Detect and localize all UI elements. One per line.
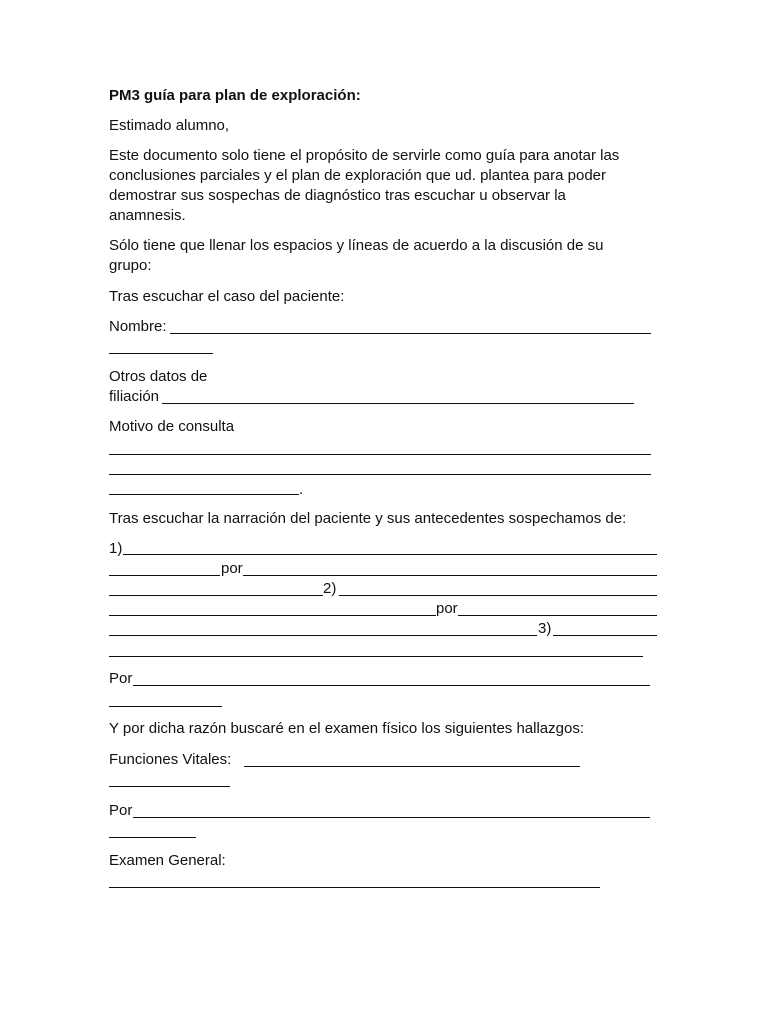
suspect-1-blank-line-2[interactable]	[109, 575, 220, 576]
nombre-blank-line-2[interactable]	[109, 353, 213, 354]
suspect-3-reason-line-2[interactable]	[109, 706, 222, 707]
instruction-line-1: Sólo tiene que llenar los espacios y líneas de acuerdo a la discusión de su	[109, 237, 604, 254]
general-exam-blank-line[interactable]	[109, 887, 600, 888]
motivo-label: Motivo de consulta	[109, 418, 235, 435]
vitals-reason-line[interactable]	[133, 817, 650, 818]
document-title: PM3 guía para plan de exploración:	[109, 87, 361, 104]
case-heading: Tras escuchar el caso del paciente:	[109, 288, 345, 305]
intro-line-4: anamnesis.	[109, 207, 186, 224]
suspect-3-reason-line[interactable]	[133, 685, 650, 686]
suspect-1-blank-line[interactable]	[123, 554, 657, 555]
nombre-label: Nombre:	[109, 318, 167, 335]
suspect-2-label: 2)	[323, 580, 337, 597]
suspect-3-blank-line-2[interactable]	[109, 656, 643, 657]
vitals-blank-line-2[interactable]	[109, 786, 230, 787]
vitals-blank-line[interactable]	[244, 766, 580, 767]
motivo-blank-line-3[interactable]	[109, 494, 299, 495]
intro-line-2: conclusiones parciales y el plan de exploración que ud. plantea para poder	[109, 167, 606, 184]
suspect-2-por-label: por	[436, 600, 458, 617]
greeting: Estimado alumno,	[109, 117, 230, 134]
vitals-reason-line-2[interactable]	[109, 837, 196, 838]
filiacion-label: filiación	[109, 388, 160, 405]
intro-line-3: demostrar sus sospechas de diagnóstico tras escuchar u observar la	[109, 187, 566, 204]
vitals-label: Funciones Vitales:	[109, 751, 232, 768]
vitals-por-label: Por	[109, 802, 133, 819]
suspect-1-reason-line[interactable]	[243, 575, 657, 576]
motivo-blank-line-2[interactable]	[109, 474, 651, 475]
suspect-2-reason-line-2[interactable]	[109, 635, 537, 636]
motivo-blank-line-1[interactable]	[109, 454, 651, 455]
filiacion-blank-line[interactable]	[162, 403, 634, 404]
intro-line-1: Este documento solo tiene el propósito de servirle como guía para anotar las	[109, 147, 620, 164]
motivo-period: .	[299, 481, 304, 498]
suspect-3-por-label: Por	[109, 670, 133, 687]
suspect-3-blank-line[interactable]	[553, 635, 657, 636]
suspect-3-label: 3)	[538, 620, 552, 637]
suspect-1-label: 1)	[109, 540, 123, 557]
instruction-line-2: grupo:	[109, 257, 152, 274]
findings-heading: Y por dicha razón buscaré en el examen físico los siguientes hallazgos:	[109, 720, 584, 737]
suspect-1-reason-line-2[interactable]	[109, 595, 323, 596]
suspect-2-blank-line-2[interactable]	[109, 615, 436, 616]
suspect-2-blank-line[interactable]	[339, 595, 657, 596]
general-exam-label: Examen General:	[109, 852, 226, 869]
otros-datos-label: Otros datos de	[109, 368, 208, 385]
nombre-blank-line[interactable]	[170, 333, 651, 334]
suspect-1-por-label: por	[221, 560, 243, 577]
suspect-heading: Tras escuchar la narración del paciente y sus antecedentes sospechamos de:	[109, 510, 627, 527]
suspect-2-reason-line[interactable]	[458, 615, 657, 616]
